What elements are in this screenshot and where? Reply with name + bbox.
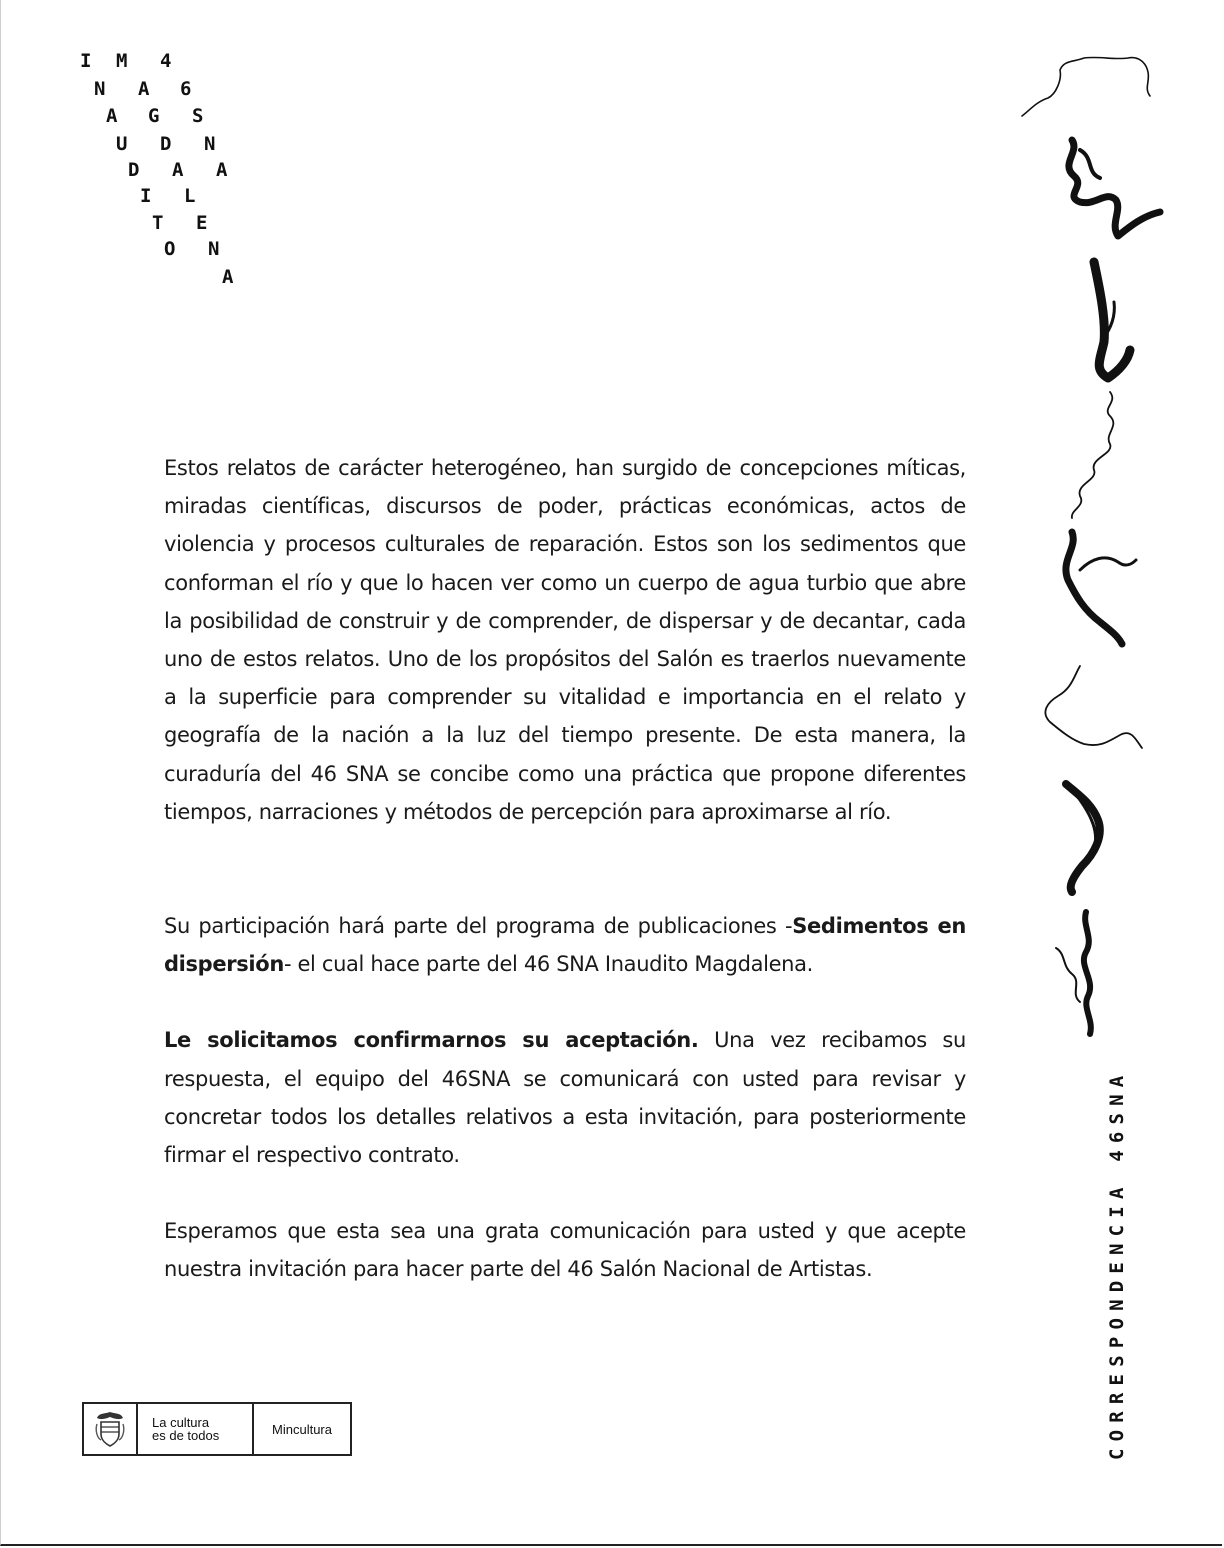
logo-letter: T	[152, 212, 164, 234]
river-shape-5b	[1080, 558, 1136, 570]
logo-letter: O	[164, 238, 176, 260]
publication-title: Sedimentos en dispersión	[164, 914, 967, 977]
river-shape-8b	[1056, 948, 1080, 1002]
logo-letter: I	[80, 50, 92, 72]
logo-letter: A	[222, 266, 234, 288]
river-shape-2	[1069, 140, 1160, 236]
logo-letter: G	[148, 105, 160, 127]
river-shape-5	[1066, 532, 1122, 644]
logo-letter: U	[116, 133, 128, 155]
tagline-line: es de todos	[152, 1428, 220, 1443]
logo-letter: L	[184, 185, 196, 207]
logo-letter: I	[140, 185, 152, 207]
river-outline-1	[1022, 57, 1150, 116]
paragraph-relatos: Estos relatos de carácter heterogéneo, han surgido de concepciones míticas, miradas científicas, discursos de poder, prácticas económicas, actos de violencia y procesos culturales de reparación. Estos son los sedimentos que conforman el río y que lo hacen ver como un cuerpo de agua turbio que abre la posibilidad de construir y de comprender, de dispersar y de decantar, cada uno de estos relatos. Uno de los propósitos del Salón es traerlos nuevamente a la superficie para comprender su vitalidad e importancia en el relato y geografía de la nación a la luz del tiempo presente. De esta manera, la curaduría del 46 SNA se concibe como una práctica que propone diferentes tiempos, narraciones y métodos de percepción para aproximarse al río.	[164, 456, 966, 824]
paragraph-confirmacion	[164, 1021, 966, 1174]
logo-letter: D	[160, 133, 172, 155]
river-shape-6	[1045, 666, 1142, 748]
river-shape-2b	[1080, 150, 1100, 178]
logo-letter: A	[216, 159, 228, 181]
logo-letter: D	[128, 159, 140, 181]
letter-body	[164, 449, 966, 1289]
paragraph-participacion	[164, 907, 966, 983]
mincultura-logo	[82, 1402, 352, 1456]
paragraph-text: - el cual hace parte del 46 SNA Inaudito Magdalena.	[283, 952, 813, 977]
inaudito-magdalena-logo	[78, 50, 248, 290]
logo-letter: A	[106, 105, 118, 127]
cultura-tagline	[138, 1404, 254, 1454]
river-shape-8	[1084, 912, 1091, 1034]
logo-letter: 4	[160, 50, 172, 72]
colombia-crest-icon	[84, 1404, 138, 1454]
logo-letter: N	[204, 133, 216, 155]
logo-letter: A	[172, 159, 184, 181]
tagline-line: La cultura	[152, 1415, 210, 1430]
paragraph-despedida: Esperamos que esta sea una grata comunicación para usted y que acepte nuestra invitación para hacer parte del 46 Salón Nacional de Artistas.	[164, 1219, 966, 1282]
paragraph-text: Su participación hará parte del programa de publicaciones -	[164, 914, 793, 939]
paragraph-text: Una vez recibamos su respuesta, el equipo del 46SNA se comunicará con usted para revisar y concretar todos los detalles relativos a esta invitación, para posteriormente firmar el respectivo contrato.	[164, 1028, 966, 1168]
correspondencia-title: CORRESPONDENCIA 46SNA	[1106, 1068, 1128, 1460]
river-shape-4	[1072, 392, 1114, 518]
logo-letter: N	[94, 78, 106, 100]
ministry-name: Mincultura	[272, 1421, 332, 1437]
confirmation-request: Le solicitamos confirmarnos su aceptación.	[164, 1028, 699, 1053]
logo-letter: S	[192, 105, 204, 127]
logo-letter: N	[208, 238, 220, 260]
logo-letter: 6	[180, 78, 192, 100]
logo-letter: A	[138, 78, 150, 100]
logo-letter: E	[196, 212, 208, 234]
river-illustrations	[1010, 40, 1180, 1050]
logo-letter: M	[116, 50, 128, 72]
